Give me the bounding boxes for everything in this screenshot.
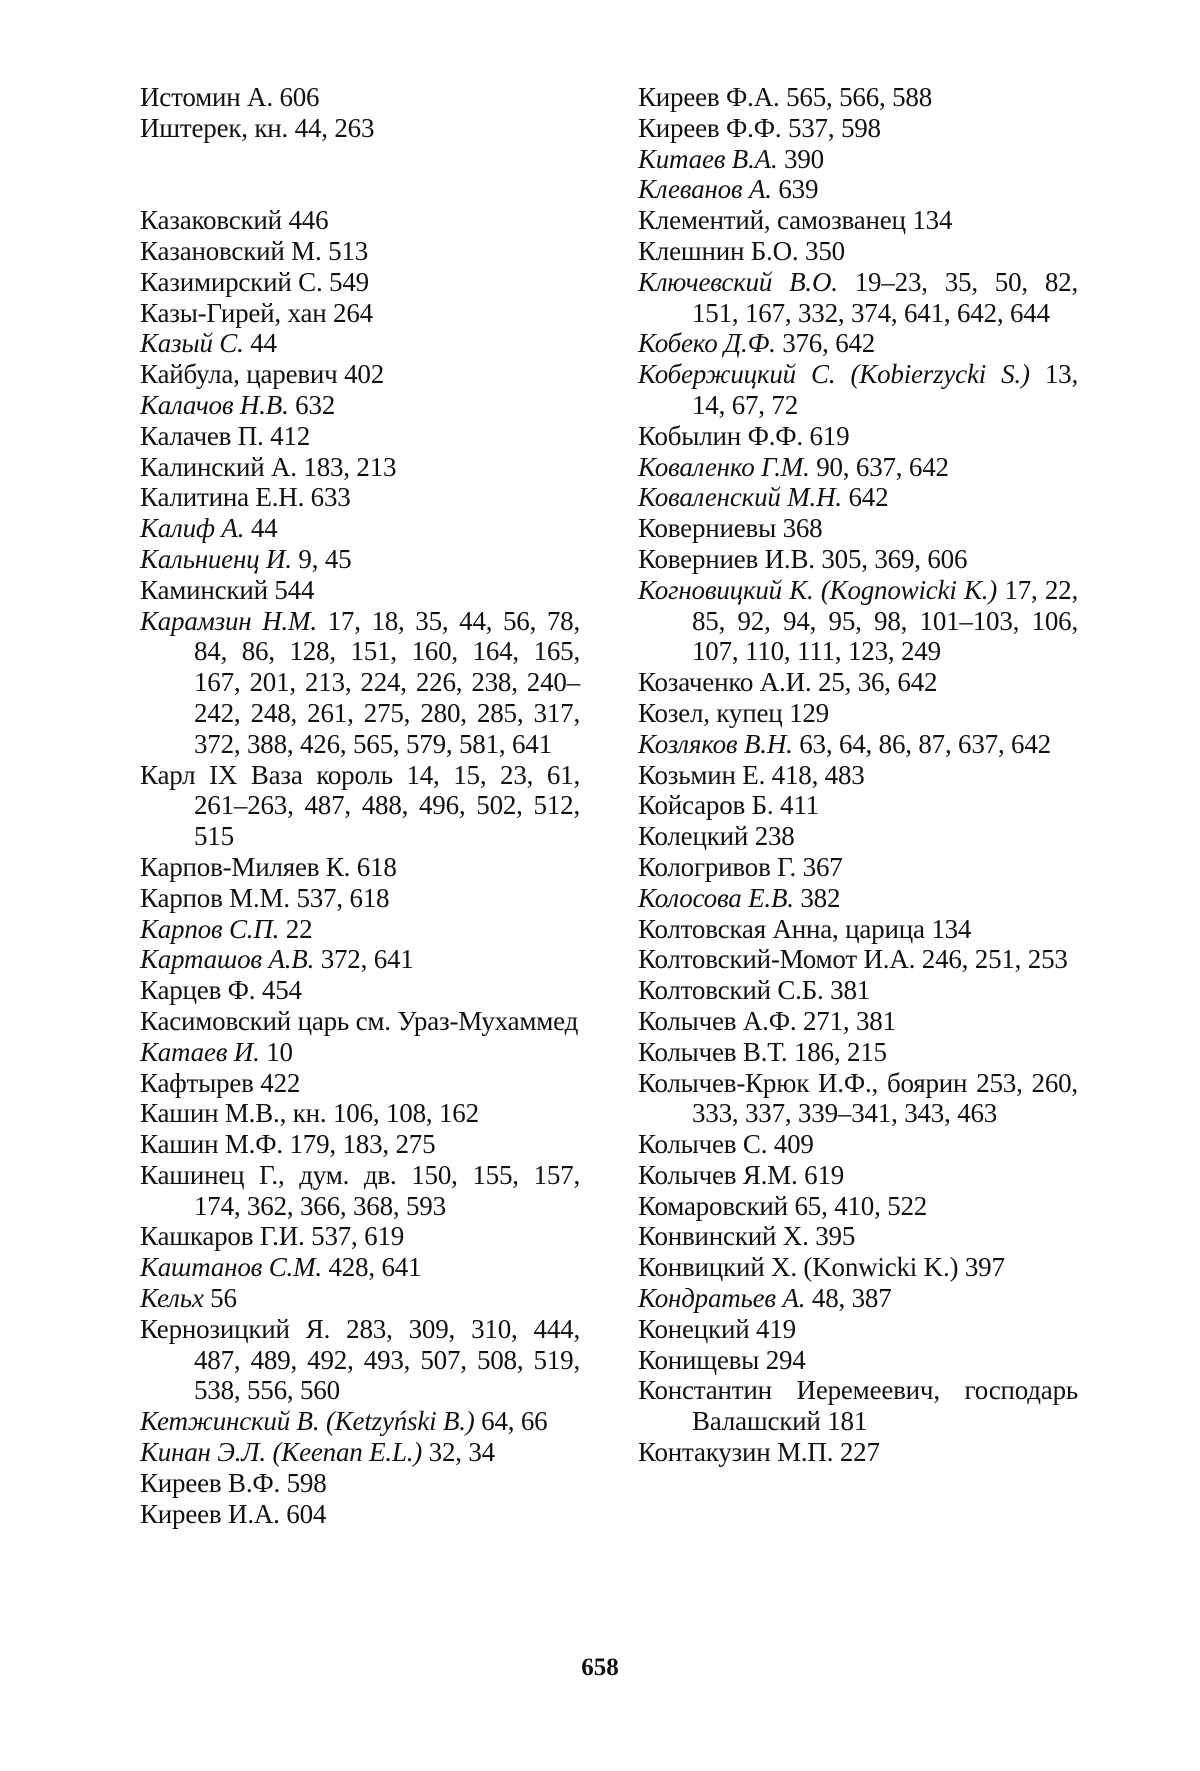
- entry-pages: 537, 598: [781, 112, 881, 143]
- index-entry: [140, 575, 580, 606]
- entry-name: Кельх: [140, 1283, 204, 1314]
- entry-pages: 283, 309, 310, 444, 487, 489, 492, 493, 507, 508, 519, 538, 556, 560: [194, 1313, 580, 1406]
- index-entry: [140, 113, 580, 144]
- index-entry: [638, 1221, 1078, 1252]
- entry-pages: 411: [773, 790, 819, 821]
- entry-name: Кашкаров Г.И.: [140, 1221, 305, 1252]
- entry-pages: 181: [820, 1406, 868, 1437]
- entry-pages: 632: [288, 389, 336, 420]
- entry-pages: 44: [244, 513, 278, 544]
- index-entry: [140, 544, 580, 575]
- entry-name: Истомин А.: [140, 82, 273, 112]
- index-entry: [638, 1437, 1078, 1468]
- entry-name: Колычев С.: [638, 1129, 768, 1160]
- index-entry: [140, 328, 580, 359]
- entry-pages: 446: [281, 205, 329, 236]
- entry-name: Карамзин Н.М.: [140, 605, 317, 636]
- index-entry: [638, 575, 1078, 667]
- entry-pages: 419: [749, 1313, 796, 1344]
- entry-name: Кологривов Г.: [638, 851, 797, 882]
- index-entry: [638, 328, 1078, 359]
- entry-name: Карл IX Ваза король: [140, 759, 393, 790]
- entry-pages: 186, 215: [787, 1036, 887, 1067]
- entry-pages: 253, 260, 333, 337, 339–341, 343, 463: [692, 1067, 1078, 1129]
- index-entry: [140, 267, 580, 298]
- entry-name: Китаев В.А.: [638, 143, 778, 174]
- entry-name: Колтовский-Момот И.А.: [638, 944, 916, 975]
- index-entry: [140, 236, 580, 267]
- index-entry: [140, 1468, 580, 1499]
- entry-pages: 376, 642: [775, 328, 876, 359]
- entry-name: Конвицкий Х. (Konwicki K.): [638, 1252, 959, 1283]
- index-entry: [140, 1068, 580, 1099]
- entry-name: Коваленко Г.М.: [638, 451, 810, 482]
- entry-name: Конвинский Х.: [638, 1221, 809, 1252]
- entry-name: Карпов-Миляев К.: [140, 851, 351, 882]
- entry-pages: 9, 45: [291, 543, 352, 574]
- index-entry: [140, 883, 580, 914]
- index-entry: [140, 452, 580, 483]
- entry-pages: 402: [337, 359, 385, 390]
- index-entry: [140, 914, 580, 945]
- entry-pages: 454: [255, 975, 302, 1006]
- entry-pages: 17, 22, 85, 92, 94, 95, 98, 101–103, 106, 107, 110, 111, 123, 249: [692, 574, 1078, 667]
- entry-pages: 390: [777, 143, 824, 174]
- section-gap: [140, 144, 580, 206]
- index-entry: [638, 1283, 1078, 1314]
- index-entry: [140, 1221, 580, 1252]
- index-entry: [140, 1252, 580, 1283]
- entry-pages: 305, 369, 606: [814, 543, 968, 574]
- index-entry: [638, 914, 1078, 945]
- entry-pages: 639: [771, 174, 819, 205]
- index-entry: [638, 236, 1078, 267]
- entry-pages: 106, 108, 162: [326, 1098, 479, 1129]
- index-entry: [140, 205, 580, 236]
- entry-name: Кайбула, царевич: [140, 359, 338, 390]
- index-entry: [140, 1129, 580, 1160]
- index-entry: [638, 513, 1078, 544]
- index-entry: [140, 606, 580, 760]
- entry-pages: 150, 155, 157, 174, 362, 366, 368, 593: [194, 1159, 580, 1221]
- entry-pages: 13, 14, 67, 72: [692, 359, 1079, 420]
- entry-pages: 48, 387: [805, 1283, 892, 1314]
- index-entry: [638, 729, 1078, 760]
- entry-name: Киреев В.Ф.: [140, 1467, 281, 1498]
- index-entry: [638, 1345, 1078, 1376]
- entry-name: Каштанов С.М.: [140, 1252, 322, 1283]
- index-entry: [140, 760, 580, 852]
- entry-name: Карпов С.П.: [140, 913, 280, 944]
- index-entry: [140, 82, 580, 113]
- index-entry: [638, 544, 1078, 575]
- index-entry: [638, 1006, 1078, 1037]
- index-entry: [140, 390, 580, 421]
- entry-name: Конищевы: [638, 1344, 760, 1375]
- entry-name: Колычев Я.М.: [638, 1159, 798, 1190]
- entry-pages: 372, 641: [314, 944, 414, 975]
- index-entry: [140, 1314, 580, 1406]
- entry-pages: 418, 483: [765, 759, 865, 790]
- index-entry: [638, 852, 1078, 883]
- index-entry: [140, 1406, 580, 1437]
- entry-name: Кинан Э.Л. (Keenan E.L.): [140, 1437, 423, 1468]
- entry-name: Казый С.: [140, 328, 244, 359]
- index-entry: [140, 421, 580, 452]
- entry-name: Карцев Ф.: [140, 975, 256, 1006]
- entry-name: Клешнин Б.О.: [638, 235, 799, 266]
- index-entry: [140, 1037, 580, 1068]
- entry-name: Казановский М.: [140, 235, 322, 266]
- entry-name: Конецкий: [638, 1313, 750, 1344]
- entry-name: Киреев Ф.Ф.: [638, 112, 782, 143]
- entry-pages: 428, 641: [321, 1252, 422, 1283]
- index-entry: [140, 298, 580, 329]
- entry-name: Калачев П.: [140, 420, 264, 451]
- entry-pages: 367: [796, 851, 843, 882]
- entry-name: Коверниев И.В.: [638, 543, 815, 574]
- index-entry: [140, 1283, 580, 1314]
- entry-name: Катаев И.: [140, 1036, 260, 1067]
- entry-pages: 294: [759, 1344, 806, 1375]
- entry-pages: 183, 213: [296, 451, 397, 482]
- entry-pages: 179, 183, 275: [282, 1129, 436, 1160]
- entry-name: Колычев А.Ф.: [638, 1005, 797, 1036]
- entry-pages: 619: [802, 420, 850, 451]
- index-entry: [638, 1375, 1078, 1437]
- index-entry: [638, 267, 1078, 329]
- index-entry: [638, 821, 1078, 852]
- entry-pages: 606: [272, 82, 320, 112]
- entry-pages: 25, 36, 642: [811, 667, 938, 698]
- entry-name: Кобылин Ф.Ф.: [638, 420, 803, 451]
- entry-pages: 134: [924, 913, 972, 944]
- entry-name: Каминский: [140, 574, 268, 605]
- index-entry: [140, 975, 580, 1006]
- index-entry: [638, 667, 1078, 698]
- entry-pages: 619: [797, 1159, 845, 1190]
- entry-name: Кашин М.Ф.: [140, 1129, 283, 1160]
- entry-pages: 395: [808, 1221, 856, 1252]
- entry-name: Казимирский С.: [140, 266, 323, 297]
- entry-name: Коверниевы: [638, 513, 777, 544]
- entry-name: Клеванов А.: [638, 174, 772, 205]
- index-entry: [638, 452, 1078, 483]
- entry-pages: 134: [905, 205, 953, 236]
- entry-pages: 10: [259, 1036, 293, 1067]
- entry-pages: 397: [958, 1252, 1005, 1283]
- index-entry: [638, 113, 1078, 144]
- entry-pages: 129: [782, 697, 829, 728]
- entry-name: Контакузин М.П.: [638, 1437, 834, 1468]
- index-column-left: [140, 82, 580, 1529]
- entry-pages: 44: [243, 328, 277, 359]
- entry-name: Кашинец Г., дум. дв.: [140, 1159, 397, 1190]
- entry-pages: 381: [823, 975, 871, 1006]
- entry-pages: 14, 15, 23, 61, 261–263, 487, 488, 496, 502, 512, 515: [194, 759, 580, 852]
- entry-pages: 65, 410, 522: [787, 1190, 928, 1221]
- entry-name: Колтовская Анна, царица: [638, 913, 925, 944]
- index-entry: [140, 852, 580, 883]
- index-entry: [638, 174, 1078, 205]
- entry-name: Козляков В.Н.: [638, 728, 793, 759]
- index-entry: [638, 144, 1078, 175]
- entry-name: Колосова Е.В.: [638, 882, 794, 913]
- entry-name: Колтовский С.Б.: [638, 975, 824, 1006]
- entry-name: Койсаров Б.: [638, 790, 774, 821]
- index-entry: [140, 944, 580, 975]
- index-entry: [638, 205, 1078, 236]
- entry-pages: 90, 637, 642: [809, 451, 949, 482]
- entry-pages: 56: [203, 1283, 237, 1314]
- entry-name: Казаковский: [140, 205, 282, 236]
- index-entry: [638, 760, 1078, 791]
- entry-pages: 227: [833, 1437, 880, 1468]
- entry-pages: 412: [263, 420, 311, 451]
- entry-pages: см. Ураз-Мухаммед: [349, 1005, 579, 1036]
- entry-pages: 368: [776, 513, 823, 544]
- entry-pages: 32, 34: [422, 1437, 495, 1468]
- index-entry: [638, 1160, 1078, 1191]
- index-entry: [638, 1252, 1078, 1283]
- entry-name: Кобеко Д.Ф.: [638, 328, 776, 359]
- entry-name: Кашин М.В., кн.: [140, 1098, 327, 1129]
- entry-name: Киреев И.А.: [140, 1498, 280, 1529]
- entry-name: Кальниенц И.: [140, 543, 292, 574]
- index-entry: [638, 1068, 1078, 1130]
- entry-pages: 633: [304, 482, 351, 513]
- entry-pages: 549: [322, 266, 369, 297]
- index-entry: [638, 1129, 1078, 1160]
- index-entry: [638, 975, 1078, 1006]
- entry-name: Карпов М.М.: [140, 882, 290, 913]
- page-number: 658: [581, 1654, 619, 1681]
- entry-pages: 513: [321, 235, 368, 266]
- entry-name: Кафтырев: [140, 1067, 254, 1098]
- index-entry: [638, 883, 1078, 914]
- entry-name: Клементий, самозванец: [638, 205, 906, 236]
- entry-name: Ключевский В.О.: [638, 266, 838, 297]
- entry-pages: 44, 263: [288, 112, 375, 143]
- entry-name: Киреев Ф.А.: [638, 82, 780, 112]
- entry-pages: 618: [350, 851, 397, 882]
- entry-pages: 63, 64, 86, 87, 637, 642: [792, 728, 1051, 759]
- entry-name: Кондратьев А.: [638, 1283, 806, 1314]
- entry-pages: 350: [798, 235, 845, 266]
- index-entry: [140, 1499, 580, 1530]
- index-entry: [638, 698, 1078, 729]
- index-entry: [140, 1098, 580, 1129]
- index-entry: [140, 1437, 580, 1468]
- entry-pages: 17, 18, 35, 44, 56, 78, 84, 86, 128, 151, 160, 164, 165, 167, 201, 213, 224, 226, 238, 240–242, 248, 261, 275, 280, 285, 317, 372, 388, 426, 565, 579, 581, 641: [194, 605, 581, 759]
- entry-name: Козел, купец: [638, 697, 783, 728]
- entry-name: Кернозицкий Я.: [140, 1313, 331, 1344]
- index-entry: [140, 359, 580, 390]
- index-entry: [638, 421, 1078, 452]
- entry-name: Карташов А.В.: [140, 944, 315, 975]
- entry-name: Комаровский: [638, 1190, 788, 1221]
- index-entry: [638, 82, 1078, 113]
- entry-name: Коваленский М.Н.: [638, 482, 842, 513]
- entry-name: Калитина Е.Н.: [140, 482, 305, 513]
- index-column-right: [638, 82, 1078, 1468]
- entry-pages: 382: [793, 882, 841, 913]
- entry-pages: 271, 381: [796, 1005, 896, 1036]
- entry-name: Колецкий: [638, 821, 749, 852]
- index-entry: [140, 1160, 580, 1222]
- entry-name: Калиф А.: [140, 513, 245, 544]
- entry-pages: 22: [279, 913, 313, 944]
- entry-pages: 19–23, 35, 50, 82, 151, 167, 332, 374, 641, 642, 644: [692, 266, 1079, 328]
- index-entry: [638, 790, 1078, 821]
- entry-name: Когновицкий К. (Kognowicki K.): [638, 574, 998, 605]
- entry-name: Калинский А.: [140, 451, 297, 482]
- index-entry: [140, 482, 580, 513]
- entry-pages: 422: [253, 1067, 301, 1098]
- index-entry: [638, 1314, 1078, 1345]
- entry-name: Козьмин Е.: [638, 759, 766, 790]
- entry-pages: 544: [267, 574, 315, 605]
- entry-pages: 598: [280, 1467, 327, 1498]
- entry-pages: 264: [326, 297, 373, 328]
- entry-pages: 537, 619: [304, 1221, 405, 1252]
- entry-pages: 64, 66: [474, 1406, 548, 1437]
- entry-pages: 238: [748, 821, 795, 852]
- index-entry: [140, 1006, 580, 1037]
- entry-pages: 537, 618: [289, 882, 390, 913]
- entry-name: Колычев-Крюк И.Ф., боярин: [638, 1067, 968, 1098]
- entry-name: Константин Иеремеевич, господарь Валашский: [638, 1375, 1078, 1437]
- entry-name: Иштерек, кн.: [140, 112, 289, 143]
- index-entry: [638, 1191, 1078, 1222]
- entry-pages: 246, 251, 253: [915, 944, 1068, 975]
- entry-name: Казы-Гирей, хан: [140, 297, 327, 328]
- entry-name: Кетжинский В. (Ketzyński B.): [140, 1406, 475, 1437]
- index-entry: [140, 513, 580, 544]
- entry-pages: 604: [279, 1498, 327, 1529]
- index-entry: [638, 359, 1078, 421]
- entry-name: Козаченко А.И.: [638, 667, 812, 698]
- index-entry: [638, 1037, 1078, 1068]
- index-entry: [638, 944, 1078, 975]
- entry-name: Касимовский царь: [140, 1005, 350, 1036]
- entry-pages: 409: [767, 1129, 814, 1160]
- entry-name: Кобержицкий С. (Kobierzycki S.): [638, 359, 1030, 390]
- entry-name: Колычев В.Т.: [638, 1036, 788, 1067]
- entry-pages: 642: [841, 482, 889, 513]
- index-entry: [638, 482, 1078, 513]
- entry-pages: 565, 566, 588: [779, 82, 933, 112]
- entry-name: Калачов Н.В.: [140, 389, 289, 420]
